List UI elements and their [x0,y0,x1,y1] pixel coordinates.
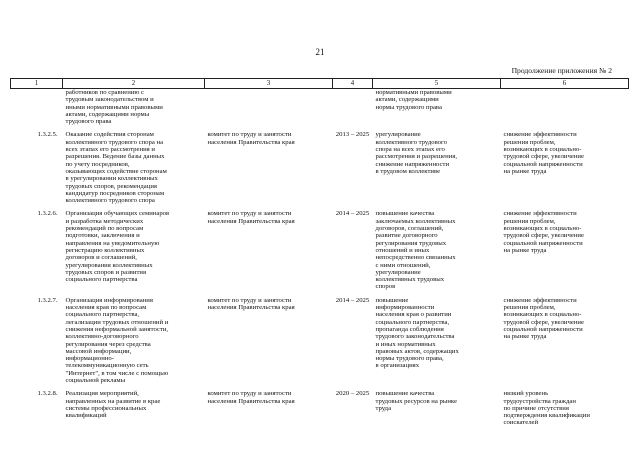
text-line: пропаганда соблюдения [375,325,444,333]
text-line: направления на уведомительную [65,239,160,247]
text-line: споров [375,283,396,291]
effect-cell [501,89,629,132]
text-line: в урегулировании коллективных [65,175,158,183]
text-line: комитет по труду и занятости [207,131,292,139]
text-line: возникающих в социально- [503,311,582,319]
page-number: 21 [315,47,325,57]
text-line: снижение напряженности [375,160,450,168]
effect-cell [501,210,629,296]
executor-cell [205,210,333,296]
text-line: "Интернет", в том числе с помощью [65,369,169,377]
text-line: трудовых споров, рекомендация [65,182,157,190]
text-line: квалификаций [65,412,107,420]
text-line: регулирования через средства [65,340,151,348]
measure-name-cell [63,89,205,132]
years-cell [333,89,373,132]
text-line: повышение качества [375,210,435,218]
text-line: по причине отсутствия [503,404,569,412]
text-line: населения Правительства края [207,397,295,405]
text-line: коллективно-договорного [65,333,139,341]
text-line: снижения неформальной занятости, [65,325,169,333]
appendix-continuation-note: Продолжение приложения № 2 [511,66,612,75]
text-line: в организациях [375,362,420,370]
text-line: соискателей [503,419,539,427]
row-number-cell: 1.3.2.7. [37,296,58,304]
text-line: населения Правительства края [207,304,295,312]
text-line: актами, содержащими [375,96,439,104]
column-header: 5 [373,79,501,89]
text-line: с ними отношений, [375,261,431,269]
measure-name-cell [63,390,205,432]
text-line: Организация обучающих семинаров [65,210,170,218]
text-line: труда [375,404,392,412]
text-line: информационно- [65,355,114,363]
row-number-cell [11,89,63,132]
continuation-row [11,89,629,132]
text-line: снижение эффективности [503,131,577,139]
effect-cell [501,131,629,210]
table-header-row [11,79,629,89]
text-line: снижение эффективности [503,296,577,304]
text-line: спора на всех этапах его [375,146,445,154]
text-line: коллективного трудового спора [65,197,155,205]
result-cell [373,390,501,432]
result-cell [373,131,501,210]
text-line: урегулирования коллективных [65,261,153,269]
text-line: снижение эффективности [503,210,577,218]
years-cell: 2013 – 2025 [335,131,370,139]
text-line: кандидатур посредников сторонам [65,189,165,197]
text-line: населения Правительства края [207,217,295,225]
text-line: телекоммуникационную сеть [65,362,149,370]
text-line: решения проблем, [503,217,556,225]
executor-cell [205,297,333,391]
result-cell [373,297,501,391]
text-line: подтверждения квалификации [503,412,590,420]
row-number-cell: 1.3.2.5. [37,131,58,139]
text-line: и разработка методических [65,217,144,225]
years-cell: 2020 – 2025 [335,390,370,398]
text-line: трудовой сфере, увеличение [503,153,584,161]
executor-cell [205,89,333,132]
column-header: 2 [63,79,205,89]
result-cell [373,89,501,132]
text-line: урегулирование [375,131,421,139]
text-line: трудового права [65,118,112,126]
result-cell [373,210,501,296]
text-line: и иных нормативных [375,340,436,348]
text-line: нормативными правовыми [375,89,452,96]
text-line: социального партнерства [65,276,138,284]
column-header: 6 [501,79,629,89]
text-line: Реализация мероприятий, [65,390,139,398]
text-line: населения края по вопросам [65,304,147,312]
years-cell: 2014 – 2025 [335,296,370,304]
text-line: рассмотрения и разрешения, [375,153,457,161]
text-line: направленных на развитие в крае [65,397,161,405]
table-row [11,210,629,296]
row-number-cell: 1.3.2.8. [37,390,58,398]
text-line: оказывающих содействие сторонам [65,167,167,175]
text-line: трудовой сфере, увеличение [503,232,584,240]
text-line: нормы трудового права, [375,355,444,363]
column-header: 1 [11,79,63,89]
measure-name-cell [63,297,205,391]
table-row [11,390,629,432]
text-line: решения проблем, [503,304,556,312]
text-line: всех этапах его рассмотрения и [65,146,155,154]
text-line: комитет по труду и занятости [207,296,292,304]
text-line: отношений и иных [375,246,430,254]
text-line: коллективного трудового спора на [65,138,164,146]
text-line: социального партнерства, [375,318,450,326]
text-line: регулирования трудовых [375,239,447,247]
text-line: на рынке труда [503,167,547,175]
text-line: урегулирование [375,268,421,276]
text-line: социальной напряженности [503,160,583,168]
text-line: трудоустройства граждан [503,397,576,405]
text-line: заключаемых коллективных [375,217,456,225]
text-line: развитие договорного [375,232,438,240]
measure-name-cell [63,210,205,296]
text-line: повышение качества [375,390,435,398]
executor-cell [205,131,333,210]
text-line: на рынке труда [503,246,547,254]
text-line: регистрацию коллективных [65,246,145,254]
text-line: социальной напряженности [503,325,583,333]
table-row [11,297,629,391]
text-line: трудовых споров и развития [65,268,147,276]
text-line: трудовых ресурсов на рынке [375,397,457,405]
text-line: трудового законодательства [375,333,455,341]
text-line: коллективного трудового [375,138,447,146]
text-line: подготовки, заключения и [65,232,140,240]
text-line: непосредственно связанных [375,254,456,262]
text-line: договоров, соглашений, [375,225,444,233]
text-line: массовой информации, [65,347,132,355]
column-header: 3 [205,79,333,89]
text-line: системы профессиональных [65,404,147,412]
row-number-cell: 1.3.2.6. [37,210,58,218]
text-line: повышение [375,296,409,304]
text-line: договоров и соглашений, [65,254,137,262]
text-line: работников по сравнению с [65,89,145,96]
text-line: комитет по труду и занятости [207,390,292,398]
effect-cell [501,297,629,391]
text-line: правовых актов, содержащих [375,347,459,355]
text-line: нормы трудового права [375,103,442,111]
measure-name-cell [63,131,205,210]
text-line: социальной рекламы [65,376,126,384]
text-line: комитет по труду и занятости [207,210,292,218]
text-line: по учету посредников, [65,160,130,168]
text-line: трудовой сфере, увеличение [503,318,584,326]
text-line: разрешения. Ведение базы данных [65,153,165,161]
text-line: социального партнерства, [65,311,140,319]
text-line: информированности [375,304,435,312]
text-line: низкий уровень [503,390,549,398]
years-cell: 2014 – 2025 [335,210,370,218]
text-line: на рынке труда [503,333,547,341]
text-line: населения края о развитии [375,311,452,319]
text-line: решения проблем, [503,138,556,146]
text-line: Организация информирования [65,296,153,304]
text-line: возникающих в социально- [503,225,582,233]
text-line: возникающих в социально- [503,146,582,154]
executor-cell [205,390,333,432]
text-line: коллективных трудовых [375,276,445,284]
text-line: легализации трудовых отношений и [65,318,169,326]
table-row [11,131,629,210]
text-line: в трудовом коллективе [375,167,441,175]
text-line: Оказание содействия сторонам [65,131,154,139]
text-line: актами, содержащими нормы [65,110,150,118]
text-line: населения Правительства края [207,138,295,146]
effect-cell [501,390,629,432]
measures-table [10,78,629,433]
column-header: 4 [333,79,373,89]
text-line: трудовым законодательством и [65,96,154,104]
text-line: рекомендаций по вопросам [65,225,144,233]
text-line: иными нормативными правовыми [65,103,163,111]
text-line: социальной напряженности [503,239,583,247]
